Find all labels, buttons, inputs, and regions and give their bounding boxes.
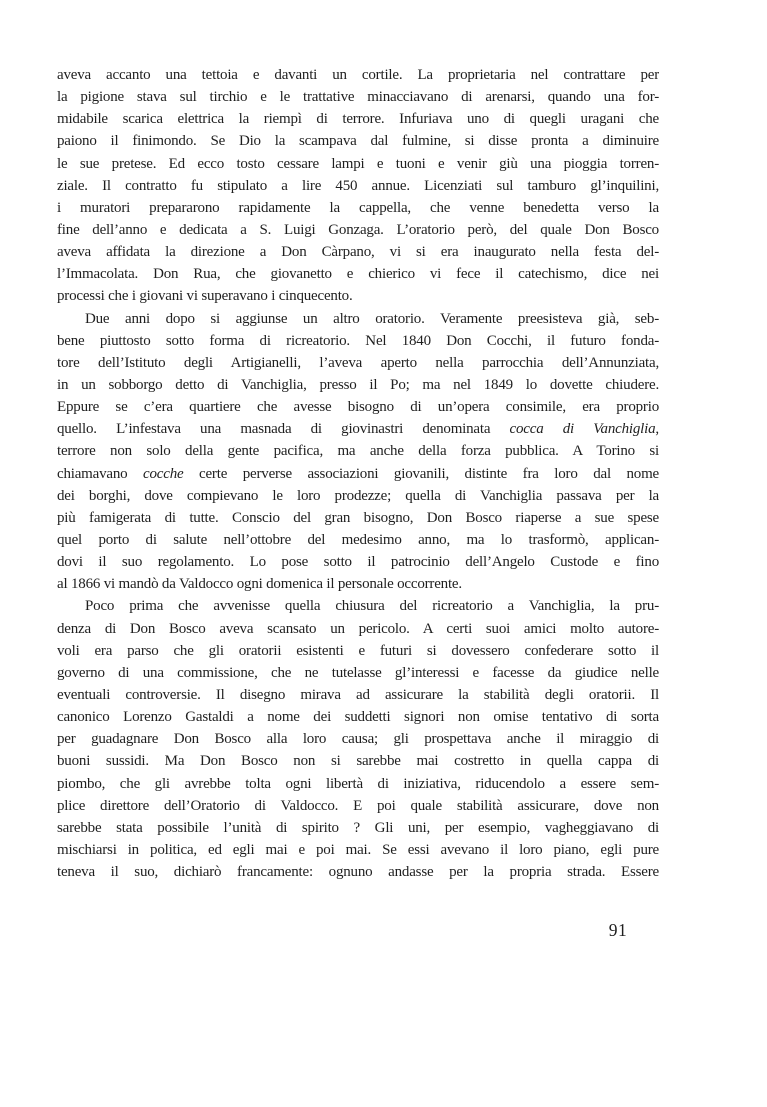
italic-text: cocca di Vanchiglia <box>509 421 656 438</box>
text-line <box>57 153 659 175</box>
text-run: fine dell’anno e dedicata a S. Luigi Gonzaga. L’oratorio però, del quale Don Bosco <box>57 221 659 238</box>
text-line <box>57 86 659 108</box>
text-line <box>57 662 659 684</box>
text-run: bene piuttosto sotto forma di ricreatorio. Nel 1840 Don Cocchi, il futuro fonda- <box>57 332 659 349</box>
text-run: canonico Lorenzo Gastaldi a nome dei suddetti signori non omise tentativo di sorta <box>57 709 659 726</box>
text-line <box>57 352 659 374</box>
text-line <box>57 485 659 507</box>
text-block <box>57 64 659 883</box>
text-line <box>57 706 659 728</box>
text-run: terrore non solo della gente pacifica, ma anche della forza pubblica. A Torino si <box>57 443 659 460</box>
text-run: dei borghi, dove compievano le loro prodezze; quella di Vanchiglia passava per la <box>57 487 659 504</box>
text-line <box>57 463 659 485</box>
text-run: dovi il suo regolamento. Lo pose sotto il patrocinio dell’Angelo Custode e fino <box>57 554 659 571</box>
text-run: piombo, che gli avrebbe tolta ogni libertà di iniziativa, riducendolo a essere sem- <box>57 775 659 792</box>
text-run: eventuali controversie. Il disegno mirava ad assicurare la stabilità degli oratorii. Il <box>57 686 659 703</box>
text-line <box>57 330 659 352</box>
text-line <box>57 573 659 595</box>
text-run: in un sobborgo detto di Vanchiglia, presso il Po; ma nel 1849 lo dovette chiudere. <box>57 376 659 393</box>
text-line <box>57 263 659 285</box>
text-run: teneva il suo, dichiarò francamente: ognuno andasse per la propria strada. Essere <box>57 864 659 881</box>
text-run: certe perverse associazioni giovanili, distinte fra loro dal nome <box>183 465 659 482</box>
text-line <box>57 241 659 263</box>
text-run: aveva accanto una tettoia e davanti un cortile. La proprietaria nel contrattare per <box>57 67 659 83</box>
text-run: tore dell’Istituto degli Artigianelli, l’aveva aperto nella parrocchia dell’Annunziata, <box>57 354 659 371</box>
text-line <box>57 440 659 462</box>
text-run: Due anni dopo si aggiunse un altro oratorio. Veramente preesisteva già, seb- <box>85 310 659 327</box>
text-run: buoni sussidi. Ma Don Bosco non si sarebbe mai costretto in quella cappa di <box>57 753 659 770</box>
text-line <box>57 750 659 772</box>
text-line <box>57 795 659 817</box>
text-line <box>57 64 659 86</box>
text-run: per guadagnare Don Bosco alla loro causa; gli prospettava anche il miraggio di <box>57 731 659 748</box>
text-line <box>57 108 659 130</box>
text-run: chiamavano <box>57 465 144 482</box>
text-run: paiono il finimondo. Se Dio la scampava dal fulmine, si disse pronta a diminuire <box>57 133 659 150</box>
text-run: midabile scarica elettrica la riempì di terrore. Infuriava uno di quegli uragani che <box>57 111 659 128</box>
text-run: al 1866 vi mandò da Valdocco ogni domenica il personale occorrente. <box>57 576 462 593</box>
text-run: quello. L’infestava una masnada di giovinastri denominata <box>57 421 510 438</box>
text-line <box>57 197 659 219</box>
text-run: quel porto di salute nell’ottobre del medesimo anno, ma lo trasformò, applican- <box>57 531 659 548</box>
text-line <box>57 308 659 330</box>
text-run: Poco prima che avvenisse quella chiusura del ricreatorio a Vanchiglia, la pru- <box>85 598 659 615</box>
text-run: aveva affidata la direzione a Don Càrpano, vi si era inaugurato nella festa del- <box>57 244 659 261</box>
text-run: plice direttore dell’Oratorio di Valdocco. E poi quale stabilità assicurare, dove non <box>57 797 659 814</box>
text-run: , <box>655 421 659 438</box>
text-run: la pigione stava sul tirchio e le trattative minacciavano di arenarsi, quando una for- <box>57 89 659 106</box>
text-line <box>57 618 659 640</box>
text-line <box>57 285 659 307</box>
text-run: più famigerata di tutte. Conscio del gran bisogno, Don Bosco riaperse a sue spese <box>57 509 659 526</box>
text-line <box>57 839 659 861</box>
text-line <box>57 396 659 418</box>
text-line <box>57 640 659 662</box>
text-line <box>57 861 659 883</box>
text-line <box>57 130 659 152</box>
text-line <box>57 507 659 529</box>
text-run: i muratori prepararono rapidamente la cappella, che venne benedetta verso la <box>57 199 659 216</box>
text-run: ziale. Il contratto fu stipulato a lire 450 annue. Licenziati sul tamburo gl’inquilini, <box>57 177 659 194</box>
text-line <box>57 728 659 750</box>
text-run: le sue pretese. Ed ecco tosto cessare lampi e tuoni e venir giù una pioggia torren- <box>57 155 659 172</box>
text-line <box>57 374 659 396</box>
text-run: mischiarsi in politica, ed egli mai e poi mai. Se essi avevano il loro piano, egli pure <box>57 841 659 858</box>
text-run: denza di Don Bosco aveva scansato un pericolo. A certi suoi amici molto autore- <box>57 620 659 637</box>
text-line <box>57 595 659 617</box>
text-line <box>57 529 659 551</box>
text-line <box>57 684 659 706</box>
text-run: processi che i giovani vi superavano i cinquecento. <box>57 288 353 305</box>
text-line <box>57 773 659 795</box>
text-run: voli era parso che gli oratorii esistenti e futuri si dovessero confederare sotto il <box>57 642 659 659</box>
text-run: governo di una commissione, che ne tutelasse gl’interessi e facesse da giudice nelle <box>57 664 659 681</box>
page-number: 91 <box>608 920 628 940</box>
text-line <box>57 817 659 839</box>
text-line <box>57 219 659 241</box>
text-line <box>57 551 659 573</box>
text-run: l’Immacolata. Don Rua, che giovanetto e chierico vi fece il catechismo, dice nei <box>57 266 659 283</box>
text-run: Eppure se c’era quartiere che avesse bisogno di un’opera consimile, era proprio <box>57 399 659 416</box>
text-line <box>57 175 659 197</box>
text-run: sarebbe stata possibile l’unità di spirito ? Gli uni, per esempio, vagheggiavano di <box>57 819 659 836</box>
italic-text: cocche <box>143 465 184 482</box>
text-line <box>57 418 659 440</box>
